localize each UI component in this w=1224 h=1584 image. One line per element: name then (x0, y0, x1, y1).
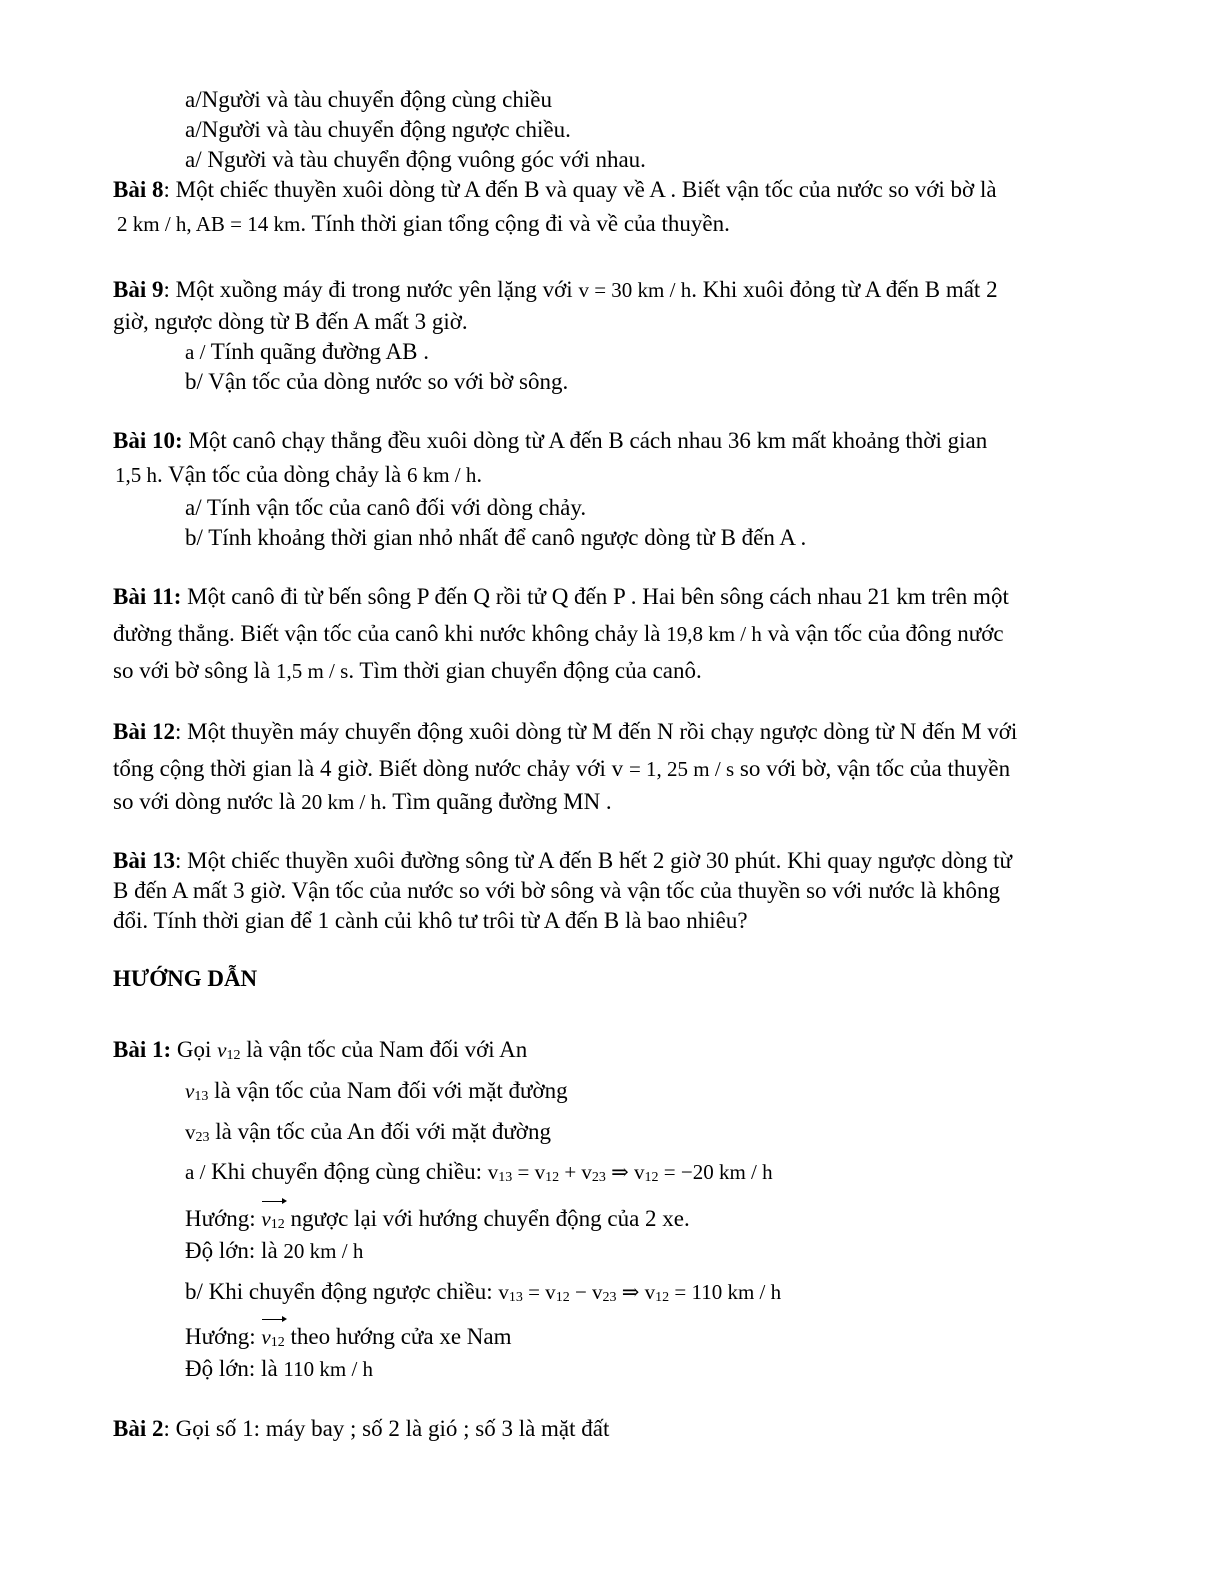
solution-1-part-b: b/ Khi chuyển động ngược chiều: $v_{13} = v_{12} - v_{23}$ ⇒ $v_{12} = 110$ km / h (185, 1279, 782, 1305)
section-heading: HƯỚNG DẪN (113, 966, 258, 991)
exercise-7-option-c: a/ Người và tàu chuyển động vuông góc với nhau. (185, 147, 646, 172)
exercise-label: Bài 2 (113, 1416, 164, 1441)
exercise-10-line-1: Bài 10: Một canô chạy thẳng đều xuôi dòng từ A đến B cách nhau 36 km mất khoảng thời gian (113, 428, 988, 453)
exercise-13-line-2: B đến A mất 3 giờ. Vận tốc của nước so với bờ sông và vận tốc của thuyền so với nước là không (113, 878, 1001, 903)
solution-1-magnitude-b: Độ lớn: là 110 km / h (185, 1356, 374, 1381)
solution-1-part-a: a / Khi chuyển động cùng chiều: $v_{13} = v_{12} + v_{23}$ ⇒ $v_{12} = -20$ km / h (185, 1159, 773, 1185)
exercise-11-line-2: đường thẳng. Biết vận tốc của canô khi nước không chảy là 19,8 km / h và vận tốc của đông nước (113, 621, 1004, 646)
exercise-13-line-3: đổi. Tính thời gian để 1 cành củi khô tư trôi từ A đến B là bao nhiêu? (113, 908, 748, 933)
exercise-10-option-a: a/ Tính vận tốc của canô đối với dòng chảy. (185, 495, 587, 520)
exercise-label: Bài 11: (113, 584, 182, 609)
solution-1-line-3: $v_{23}$ là vận tốc của An đối với mặt đường (185, 1119, 551, 1145)
exercise-8-line-2: 2 km / h, AB = 14 km. Tính thời gian tổng cộng đi và về của thuyền. (117, 211, 730, 236)
exercise-11-line-3: so với bờ sông là 1,5 m / s. Tìm thời gian chuyển động của canô. (113, 658, 702, 683)
exercise-label: Bài 1: (113, 1037, 172, 1062)
solution-1-magnitude-a: Độ lớn: là 20 km / h (185, 1238, 364, 1263)
exercise-9-line-1: Bài 9: Một xuồng máy đi trong nước yên lặng với v = 30 km / h. Khi xuôi đỏng từ A đến B mất 2 (113, 277, 998, 302)
exercise-9-option-b: b/ Vận tốc của dòng nước so với bờ sông. (185, 369, 569, 394)
solution-1-direction-b: Hướng: $v_{12}$ theo hướng cửa xe Nam (185, 1323, 512, 1357)
exercise-13-line-1: Bài 13: Một chiếc thuyền xuôi đường sông từ A đến B hết 2 giờ 30 phút. Khi quay ngược dòng từ (113, 848, 1012, 873)
exercise-8-line-1: Bài 8: Một chiếc thuyền xuôi dòng từ A đến B và quay về A . Biết vận tốc của nước so với bờ là (113, 177, 997, 202)
exercise-9-line-2: giờ, ngược dòng từ B đến A mất 3 giờ. (113, 309, 468, 334)
exercise-11-line-1: Bài 11: Một canô đi từ bến sông P đến Q rồi tử Q đến P . Hai bên sông cách nhau 21 km trên một (113, 584, 1009, 609)
exercise-10-line-2: 1,5 h. Vận tốc của dòng chảy là 6 km / h. (115, 462, 483, 487)
exercise-label: Bài 12 (113, 719, 175, 744)
exercise-10-option-b: b/ Tính khoảng thời gian nhỏ nhất để canô ngược dòng từ B đến A . (185, 525, 807, 550)
exercise-label: Bài 9 (113, 277, 164, 302)
exercise-12-line-3: so với dòng nước là 20 km / h. Tìm quãng đường MN . (113, 789, 612, 814)
exercise-label: Bài 13 (113, 848, 175, 873)
exercise-12-line-2: tổng cộng thời gian là 4 giờ. Biết dòng nước chảy với v = 1, 25 m / s so với bờ, vận tốc của thuyền (113, 756, 1011, 781)
exercise-label: Bài 8 (113, 177, 164, 202)
exercise-label: Bài 10: (113, 428, 183, 453)
solution-1-direction-a: Hướng: $v_{12}$ ngược lại với hướng chuyển động của 2 xe. (185, 1205, 690, 1239)
exercise-7-option-b: a/Người và tàu chuyển động ngược chiều. (185, 117, 571, 142)
solution-1-line-2: $v_{13}$ là vận tốc của Nam đối với mặt đường (185, 1078, 568, 1104)
exercise-9-option-a: a / Tính quãng đường AB . (185, 339, 429, 364)
solution-1-line-1: Bài 1: Gọi $v_{12}$ là vận tốc của Nam đối với An (113, 1037, 528, 1063)
exercise-7-option-a: a/Người và tàu chuyển động cùng chiều (185, 87, 552, 112)
solution-2-line-1: Bài 2: Gọi số 1: máy bay ; số 2 là gió ; số 3 là mặt đất (113, 1416, 610, 1441)
exercise-12-line-1: Bài 12: Một thuyền máy chuyển động xuôi dòng từ M đến N rồi chạy ngược dòng từ N đến M với (113, 719, 1018, 744)
